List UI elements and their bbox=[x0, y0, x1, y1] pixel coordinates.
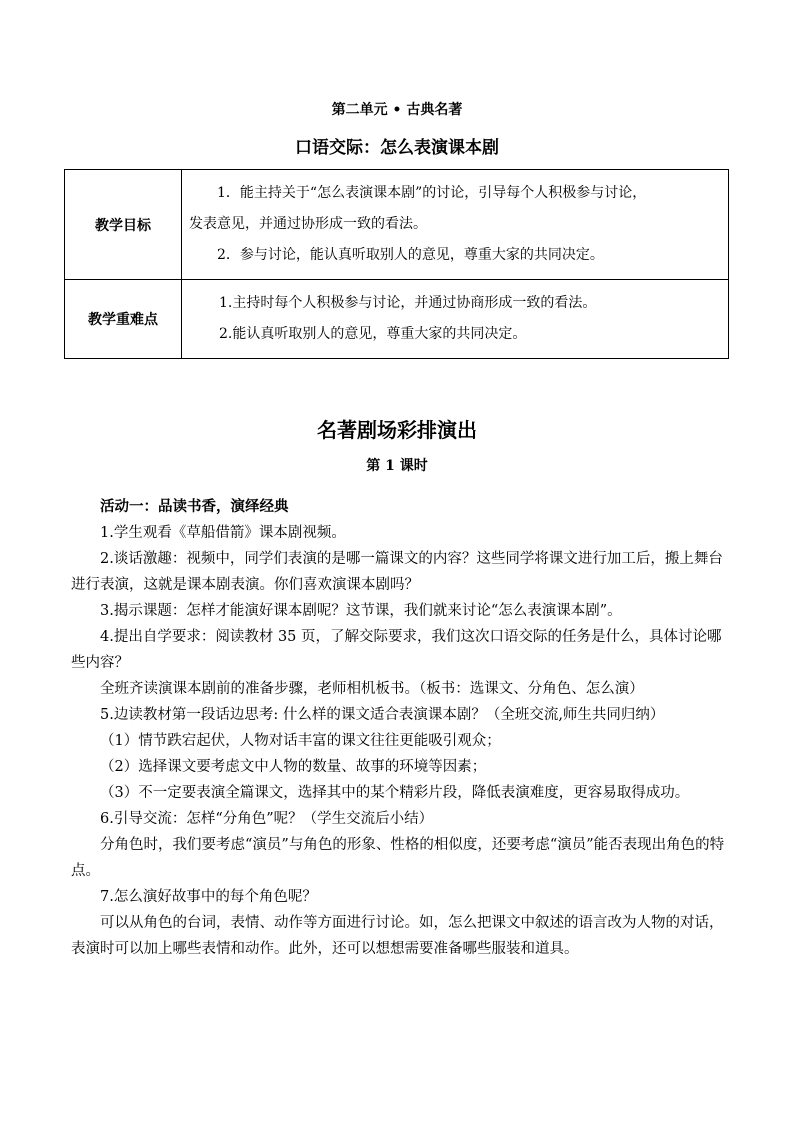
body-paragraph: 4.提出自学要求：阅读教材 35 页，了解交际要求，我们这次口语交际的任务是什么，具体讨论哪些内容？ bbox=[71, 629, 722, 671]
key-points-content bbox=[182, 280, 729, 359]
body-paragraph: 分角色时，我们要考虑“演员”与角色的形象、性格的相似度，还要考虑“演员”能否表现出角色的特点。 bbox=[71, 837, 725, 879]
activity-heading: 活动一：品读书香，演绎经典 bbox=[100, 498, 289, 515]
table-row bbox=[65, 280, 729, 359]
unit-title: 第二单元 • 古典名著 bbox=[331, 102, 463, 118]
body-paragraph: 全班齐读演课本剧前的准备步骤，老师相机板书。（板书：选课文、分角色、怎么演） bbox=[100, 681, 644, 697]
key-point-line: 2.能认真听取别人的意见，尊重大家的共同决定。 bbox=[219, 326, 527, 342]
goal-line: 发表意见，并通过协形成一致的看法。 bbox=[189, 216, 427, 232]
goal-line: 1．能主持关于“怎么表演课本剧”的讨论，引导每个人积极参与讨论， bbox=[217, 185, 647, 201]
body-paragraph: 6.引导交流：怎样“分角色”呢？（学生交流后小结） bbox=[100, 811, 434, 827]
key-points-label: 教学重难点 bbox=[65, 280, 182, 359]
body-paragraph: 5.边读教材第一段话边思考: 什么样的课文适合表演课本剧？（全班交流,师生共同归纳） bbox=[100, 707, 665, 723]
body-paragraph: （1）情节跌宕起伏，人物对话丰富的课文往往更能吸引观众； bbox=[100, 733, 501, 749]
period-label: 第 1 课时 bbox=[366, 458, 428, 474]
body-paragraph: （3）不一定要表演全篇课文，选择其中的某个精彩片段，降低表演难度，更容易取得成功。 bbox=[100, 785, 690, 801]
goals-content bbox=[182, 170, 729, 280]
body-paragraph: 2.谈话激趣：视频中，同学们表演的是哪一篇课文的内容？这些同学将课文进行加工后，搬上舞台进行表演，这就是课本剧表演。你们喜欢演课本剧吗？ bbox=[71, 551, 723, 593]
goal-line: 2．参与讨论，能认真听取别人的意见，尊重大家的共同决定。 bbox=[217, 247, 604, 263]
body-paragraph: 1.学生观看《草船借箭》课本剧视频。 bbox=[100, 525, 346, 541]
section-title: 名著剧场彩排演出 bbox=[317, 418, 477, 442]
lesson-title: 口语交际：怎么表演课本剧 bbox=[295, 138, 499, 158]
teaching-goals-table bbox=[64, 169, 729, 359]
body-paragraph: 3.揭示课题：怎样才能演好课本剧呢？这节课，我们就来讨论“怎么表演课本剧”。 bbox=[100, 603, 622, 619]
body-paragraph: 7.怎么演好故事中的每个角色呢？ bbox=[100, 889, 317, 905]
body-paragraph: 可以从角色的台词，表情、动作等方面进行讨论。如，怎么把课文中叙述的语言改为人物的对话，表演时可以加上哪些表情和动作。此外，还可以想想需要准备哪些服装和道具。 bbox=[71, 915, 724, 957]
lesson-body bbox=[71, 494, 731, 962]
table-row bbox=[65, 170, 729, 280]
key-point-line: 1.主持时每个人积极参与讨论，并通过协商形成一致的看法。 bbox=[219, 295, 597, 311]
goals-label: 教学目标 bbox=[65, 170, 182, 280]
body-paragraph: （2）选择课文要考虑文中人物的数量、故事的环境等因素； bbox=[100, 759, 487, 775]
